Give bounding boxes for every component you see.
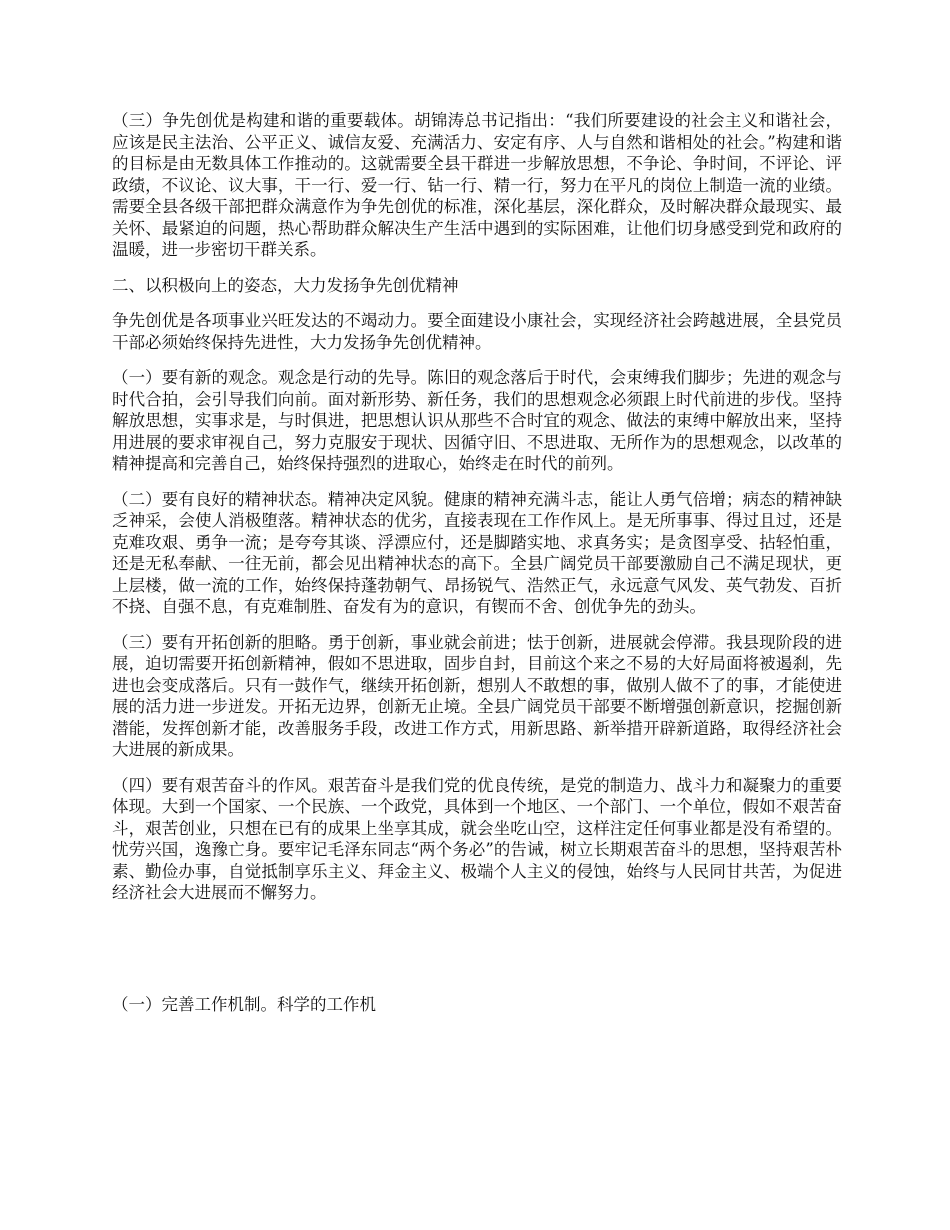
paragraph-new-concepts: （一）要有新的观念。观念是行动的先导。陈旧的观念落后于时代，会束缚我们脚步；先进的观念与时代合拍，会引导我们向前。面对新形势、新任务，我们的思想观念必须跟上时代前进的步伐。坚持解放思想，实事求是，与时俱进，把思想认识从那些不合时宜的观念、做法的束缚中解放出来，坚持用进展的要求审视自己，努力克服安于现状、因循守旧、不思进取、无所作为的思想观念，以改革的精神提高和完善自己，始终保持强烈的进取心，始终走在时代的前列。 [112,368,842,473]
section-heading-two: 二、以积极向上的姿态，大力发扬争先创优精神 [112,275,459,295]
paragraph-hard-work: （四）要有艰苦奋斗的作风。艰苦奋斗是我们党的优良传统，是党的制造力、战斗力和凝聚力的重要体现。大到一个国家、一个民族、一个政党，具体到一个地区、一个部门、一个单位，假如不艰苦奋斗，艰苦创业，只想在已有的成果上坐享其成，就会坐吃山空，这样注定任何事业都是没有希望的。忧劳兴国，逸豫亡身。要牢记毛泽东同志“两个务必”的告诫，树立长期艰苦奋斗的思想，坚持艰苦朴素、勤俭办事，自觉抵制享乐主义、拜金主义、极端个人主义的侵蚀，始终与人民同甘共苦，为促进经济社会大进展而不懈努力。 [112,775,842,902]
paragraph-spiritual-state: （二）要有良好的精神状态。精神决定风貌。健康的精神充满斗志，能让人勇气倍增；病态的精神缺乏神采，会使人消极堕落。精神状态的优劣，直接表现在工作作风上。是无所事事、得过且过，还是克难攻艰、勇争一流；是夸夸其谈、浮漂应付，还是脚踏实地、求真务实；是贪图享受、拈轻怕重，还是无私奉献、一往无前，都会见出精神状态的高下。全县广阔党员干部要激励自己不满足现状，更上层楼，做一流的工作，始终保持蓬勃朝气、昂扬锐气、浩然正气，永远意气风发、英气勃发、百折不挠、自强不息，有克难制胜、奋发有为的意识，有锲而不舍、创优争先的劲头。 [112,489,842,616]
paragraph-work-mechanism: （一）完善工作机制。科学的工作机 [112,994,376,1014]
paragraph-harmony-carrier: （三）争先创优是构建和谐的重要载体。胡锦涛总书记指出：“我们所要建设的社会主义和谐社会，应该是民主法治、公平正义、诚信友爱、充满活力、安定有序、人与自然和谐相处的社会。”构建和谐的目标是由无数具体工作推动的。这就需要全县干群进一步解放思想，不争论、争时间，不评论、评政绩，不议论、议大事，干一行、爱一行、钻一行、精一行，努力在平凡的岗位上制造一流的业绩。需要全县各级干部把群众满意作为争先创优的标准，深化基层，深化群众，及时解决群众最现实、最关怀、最紧迫的问题，热心帮助群众解决生产生活中遇到的实际困难，让他们切身感受到党和政府的温暖，进一步密切干群关系。 [112,111,842,259]
paragraph-pioneering-innovation: （三）要有开拓创新的胆略。勇于创新，事业就会前进；怯于创新，进展就会停滞。我县现阶段的进展，迫切需要开拓创新精神，假如不思进取，固步自封，目前这个来之不易的大好局面将被遏刹，先进也会变成落后。只有一鼓作气，继续开拓创新，想别人不敢想的事，做别人做不了的事，才能使进展的活力进一步迸发。开拓无边界，创新无止境。全县广阔党员干部要不断增强创新意识，挖掘创新潜能，发挥创新才能，改善服务手段，改进工作方式，用新思路、新举措开辟新道路，取得经济社会大进展的新成果。 [112,632,842,759]
document-body [112,110,842,1029]
blank-gap [112,918,842,994]
paragraph-intro-motivation: 争先创优是各项事业兴旺发达的不竭动力。要全面建设小康社会，实现经济社会跨越进展，全县党员干部必须始终保持先进性，大力发扬争先创优精神。 [112,311,842,352]
